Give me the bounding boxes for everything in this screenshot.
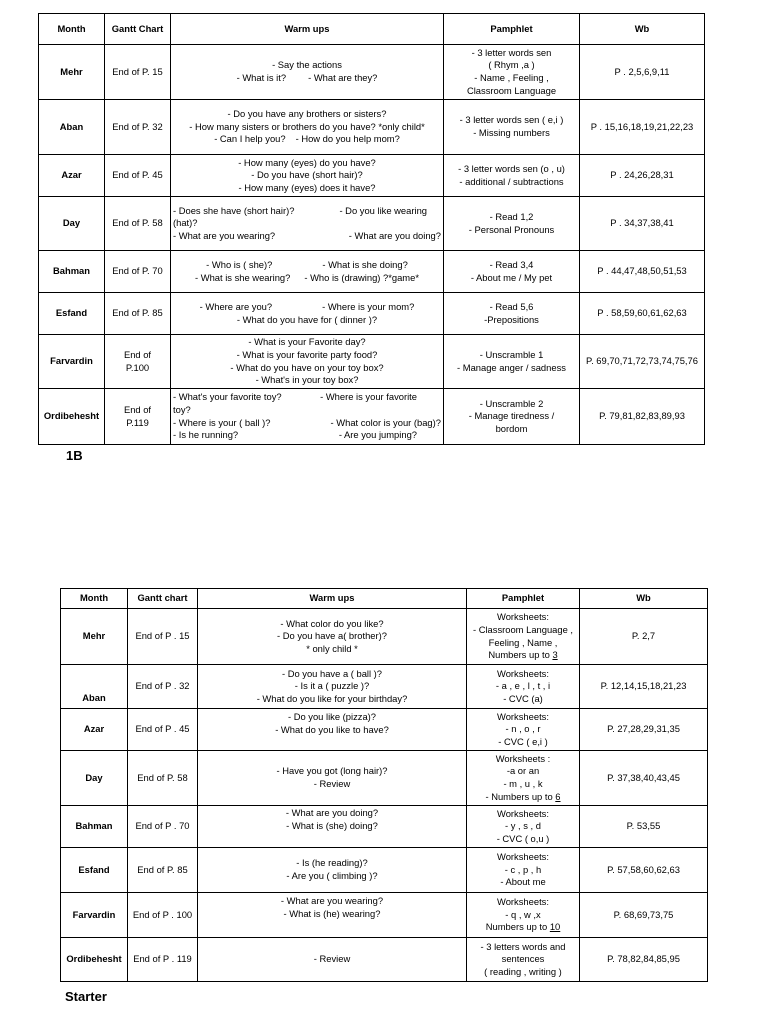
table-row — [39, 45, 705, 100]
column-header-pamphlet: Pamphlet — [444, 14, 580, 45]
month-cell: Mehr — [39, 45, 105, 100]
pamphlet-cell: Worksheets: - n , o , r - CVC ( e,i ) — [467, 709, 580, 751]
pamphlet-cell: Worksheets: - q , w ,x Numbers up to 10 — [467, 893, 580, 938]
table-row — [39, 100, 705, 155]
wb-cell: P . 34,37,38,41 — [580, 197, 705, 251]
warmups-cell: - Who is ( she)? - What is she doing? - What is she wearing? - Who is (drawing) ?*game* — [171, 251, 444, 293]
gantt-cell: End of P. 85 — [128, 848, 198, 893]
month-cell: Farvardin — [61, 893, 128, 938]
pamphlet-cell: Worksheets: - y , s , d - CVC ( o,u ) — [467, 806, 580, 848]
pamphlet-cell: Worksheets: - Classroom Language , Feeling , Name , Numbers up to 3 — [467, 609, 580, 665]
pamphlet-cell: - 3 letters words and sentences ( reading , writing ) — [467, 938, 580, 982]
gantt-cell: End of P . 70 — [128, 806, 198, 848]
column-header-gantt: Gantt chart — [128, 589, 198, 609]
month-cell: Aban — [61, 665, 128, 709]
wb-cell: P . 2,5,6,9,11 — [580, 45, 705, 100]
column-header-month: Month — [39, 14, 105, 45]
wb-cell: P. 27,28,29,31,35 — [580, 709, 708, 751]
month-cell: Azar — [39, 155, 105, 197]
month-cell: Azar — [61, 709, 128, 751]
wb-cell: P . 44,47,48,50,51,53 — [580, 251, 705, 293]
gantt-cell: End of P. 70 — [105, 251, 171, 293]
table-row — [61, 893, 708, 938]
gantt-cell: End of P . 45 — [128, 709, 198, 751]
warmups-cell: - What are you wearing? - What is (he) wearing? — [198, 893, 467, 938]
gantt-cell: End of P.119 — [105, 389, 171, 445]
gantt-cell: End of P. 58 — [105, 197, 171, 251]
table-row — [39, 389, 705, 445]
warmups-cell: - Do you have a ( ball )? - Is it a ( puzzle )? - What do you like for your birthday? — [198, 665, 467, 709]
warmups-cell: - Is (he reading)? - Are you ( climbing )? — [198, 848, 467, 893]
wb-cell: P. 68,69,73,75 — [580, 893, 708, 938]
column-header-month: Month — [61, 589, 128, 609]
month-cell: Day — [61, 751, 128, 806]
month-cell: Esfand — [61, 848, 128, 893]
table-row — [61, 665, 708, 709]
gantt-cell: End of P . 100 — [128, 893, 198, 938]
warmups-cell: - What are you doing? - What is (she) doing? — [198, 806, 467, 848]
table-row — [39, 155, 705, 197]
table-row — [61, 848, 708, 893]
wb-cell: P. 53,55 — [580, 806, 708, 848]
wb-cell: P. 57,58,60,62,63 — [580, 848, 708, 893]
gantt-cell: End of P . 119 — [128, 938, 198, 982]
month-cell: Farvardin — [39, 335, 105, 389]
gantt-cell: End of P.100 — [105, 335, 171, 389]
wb-cell: P. 79,81,82,83,89,93 — [580, 389, 705, 445]
month-cell: Bahman — [61, 806, 128, 848]
warmups-cell: - Do you like (pizza)? - What do you like to have? — [198, 709, 467, 751]
table-header-row — [39, 14, 705, 45]
column-header-gantt: Gantt Chart — [105, 14, 171, 45]
pamphlet-cell: Worksheets: - c , p , h - About me — [467, 848, 580, 893]
pamphlet-cell: - Read 1,2 - Personal Pronouns — [444, 197, 580, 251]
month-cell: Bahman — [39, 251, 105, 293]
table-row — [61, 751, 708, 806]
column-header-wb: Wb — [580, 589, 708, 609]
month-cell: Ordibehesht — [39, 389, 105, 445]
month-cell: Mehr — [61, 609, 128, 665]
month-cell: Aban — [39, 100, 105, 155]
pamphlet-cell: - 3 letter words sen ( e,i ) - Missing numbers — [444, 100, 580, 155]
wb-cell: P. 37,38,40,43,45 — [580, 751, 708, 806]
table-header-row — [61, 589, 708, 609]
pamphlet-cell: - 3 letter words sen ( Rhym ,a ) - Name , Feeling , Classroom Language — [444, 45, 580, 100]
schedule-table-1b — [38, 13, 705, 445]
month-cell: Esfand — [39, 293, 105, 335]
table-row — [39, 293, 705, 335]
warmups-cell: - What's your favorite toy? - Where is your favorite toy? - Where is your ( ball )? - What color is your (bag)? - Is he running? - Are you jumping? — [171, 389, 444, 445]
warmups-cell: - What color do you like? - Do you have a( brother)? * only child * — [198, 609, 467, 665]
gantt-cell: End of P . 15 — [128, 609, 198, 665]
warmups-cell: - Review — [198, 938, 467, 982]
pamphlet-cell: - Unscramble 1 - Manage anger / sadness — [444, 335, 580, 389]
wb-cell: P. 12,14,15,18,21,23 — [580, 665, 708, 709]
gantt-cell: End of P . 32 — [128, 665, 198, 709]
column-header-wb: Wb — [580, 14, 705, 45]
warmups-cell: - Where are you? - Where is your mom? - What do you have for ( dinner )? — [171, 293, 444, 335]
table-caption-starter: Starter — [65, 989, 107, 1004]
table-row — [61, 806, 708, 848]
column-header-warmups: Warm ups — [171, 14, 444, 45]
table-row — [39, 197, 705, 251]
table-caption-1b: 1B — [66, 448, 83, 463]
pamphlet-cell: Worksheets : -a or an - m , u , k - Numbers up to 6 — [467, 751, 580, 806]
wb-cell: P . 58,59,60,61,62,63 — [580, 293, 705, 335]
warmups-cell: - Does she have (short hair)? - Do you like wearing (hat)? - What are you wearing? - What are you doing? — [171, 197, 444, 251]
pamphlet-cell: - Unscramble 2 - Manage tiredness / bordom — [444, 389, 580, 445]
gantt-cell: End of P. 32 — [105, 100, 171, 155]
schedule-table-starter — [60, 588, 708, 982]
pamphlet-cell: Worksheets: - a , e , l , t , i - CVC (a) — [467, 665, 580, 709]
warmups-cell: - Say the actions - What is it? - What are they? — [171, 45, 444, 100]
column-header-pamphlet: Pamphlet — [467, 589, 580, 609]
wb-cell: P. 78,82,84,85,95 — [580, 938, 708, 982]
wb-cell: P. 69,70,71,72,73,74,75,76 — [580, 335, 705, 389]
gantt-cell: End of P. 15 — [105, 45, 171, 100]
warmups-cell: - Have you got (long hair)? - Review — [198, 751, 467, 806]
warmups-cell: - Do you have any brothers or sisters? - How many sisters or brothers do you have? *only child* - Can I help you? - How do you help mom? — [171, 100, 444, 155]
table-row — [61, 938, 708, 982]
wb-cell: P. 2,7 — [580, 609, 708, 665]
month-cell: Ordibehesht — [61, 938, 128, 982]
pamphlet-cell: - Read 3,4 - About me / My pet — [444, 251, 580, 293]
gantt-cell: End of P. 85 — [105, 293, 171, 335]
warmups-cell: - What is your Favorite day? - What is your favorite party food? - What do you have on your toy box? - What's in your toy box? — [171, 335, 444, 389]
pamphlet-cell: - 3 letter words sen (o , u) - additional / subtractions — [444, 155, 580, 197]
month-cell: Day — [39, 197, 105, 251]
warmups-cell: - How many (eyes) do you have? - Do you have (short hair)? - How many (eyes) does it have? — [171, 155, 444, 197]
gantt-cell: End of P. 58 — [128, 751, 198, 806]
table-row — [39, 335, 705, 389]
table-row — [39, 251, 705, 293]
pamphlet-cell: - Read 5,6 -Prepositions — [444, 293, 580, 335]
wb-cell: P . 15,16,18,19,21,22,23 — [580, 100, 705, 155]
wb-cell: P . 24,26,28,31 — [580, 155, 705, 197]
table-row — [61, 709, 708, 751]
column-header-warmups: Warm ups — [198, 589, 467, 609]
table-row — [61, 609, 708, 665]
gantt-cell: End of P. 45 — [105, 155, 171, 197]
